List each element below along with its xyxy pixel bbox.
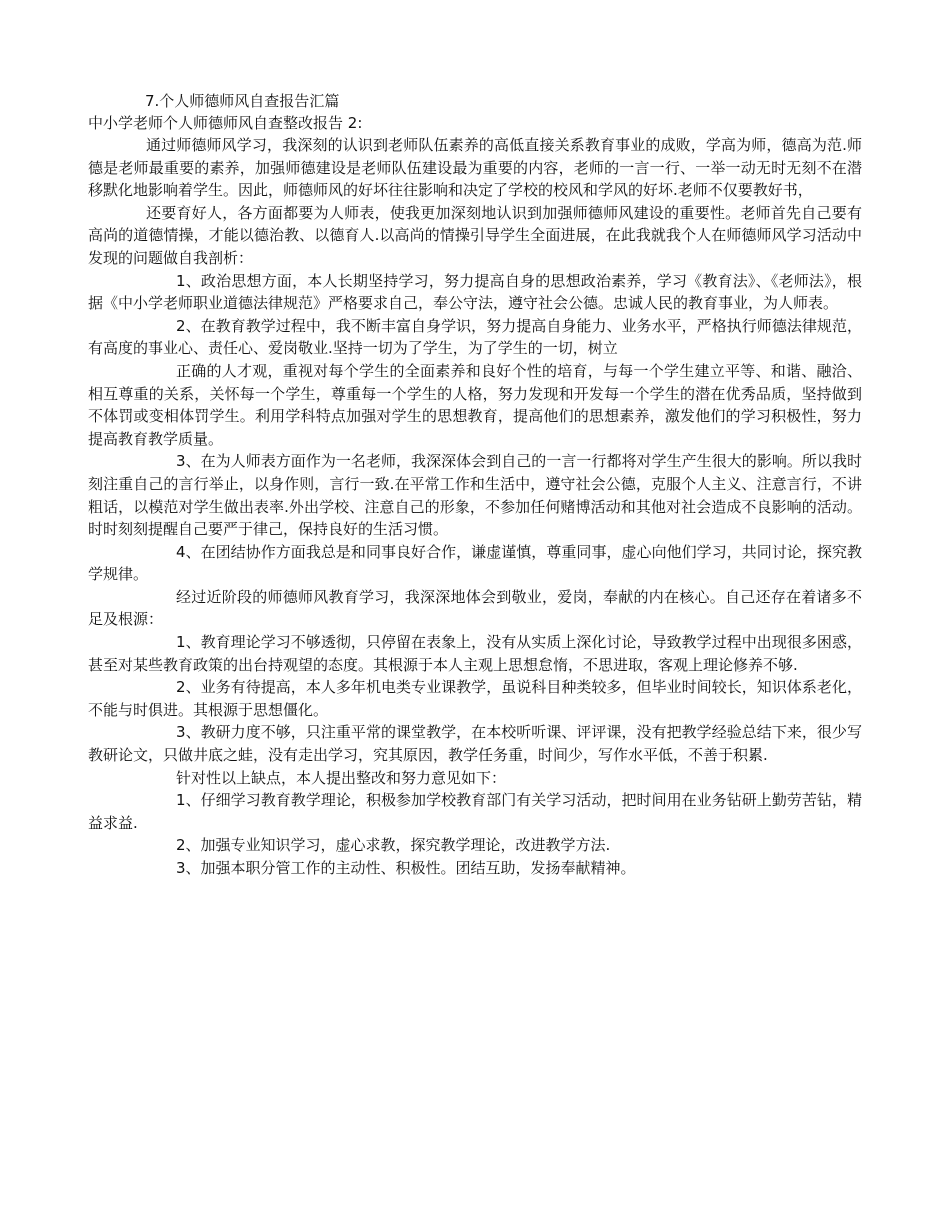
paragraph: 1、仔细学习教育教学理论，积极参加学校教育部门有关学习活动，把时间用在业务钻研上勤劳苦钻，精益求益.	[88, 791, 862, 832]
paragraph: 3、在为人师表方面作为一名老师，我深深体会到自己的一言一行都将对学生产生很大的影响。所以我时刻注重自己的言行举止，以身作则，言行一致.在平常工作和生活中，遵守社会公德，克服个人主义、注意言行，不讲粗话，以模范对学生做出表率.外出学校、注意自己的形象，不参加任何赌博活动和其他对社会造成不良影响的活动。时时刻刻提醒自己要严于律己，保持良好的生活习惯。	[88, 452, 862, 539]
document-subheading: 中小学老师个人师德师风自查整改报告 2:	[88, 114, 363, 132]
paragraph: 通过师德师风学习，我深刻的认识到老师队伍素养的高低直接关系教育事业的成败，学高为师，德高为范.师德是老师最重要的素养，加强师德建设是老师队伍建设最为重要的内容，老师的一言一行、一举一动无时无刻不在潜移默化地影响着学生。因此，师德师风的好坏往往影响和决定了学校的校风和学风的好坏.老师不仅要教好书，	[88, 136, 862, 200]
paragraph: 还要育好人，各方面都要为人师表，使我更加深刻地认识到加强师德师风建设的重要性。老师首先自己要有高尚的道德情操，才能以德治教、以德育人.以高尚的情操引导学生全面进展，在此我就我个人在师德师风学习活动中发现的问题做自我剖析：	[88, 203, 862, 267]
paragraph: 3、教研力度不够，只注重平常的课堂教学，在本校听听课、评评课，没有把教学经验总结下来，很少写教研论文，只做井底之蛙，没有走出学习，究其原因，教学任务重，时间少，写作水平低，不善于积累.	[88, 723, 862, 765]
paragraph: 1、教育理论学习不够透彻，只停留在表象上，没有从实质上深化讨论，导致教学过程中出现很多困惑，甚至对某些教育政策的出台持观望的态度。其根源于本人主观上思想怠惰，不思进取，客观上理论修养不够.	[88, 633, 862, 674]
document-body	[88, 134, 862, 880]
paragraph: 4、在团结协作方面我总是和同事良好合作，谦虚谨慎，尊重同事，虚心向他们学习，共同讨论，探究教学规律。	[88, 542, 862, 584]
paragraph: 2、加强专业知识学习，虚心求教，探究教学理论，改进教学方法.	[176, 836, 611, 855]
paragraph: 3、加强本职分管工作的主动性、积极性。团结互助，发扬奉献精神。	[176, 859, 636, 877]
document-heading: 7.个人师德师风自查报告汇篇	[145, 92, 340, 110]
paragraph: 2、业务有待提高，本人多年机电类专业课教学，虽说科目种类较多，但毕业时间较长，知识体系老化，不能与时俱进。其根源于思想僵化。	[88, 678, 862, 719]
paragraph: 1、政治思想方面，本人长期坚持学习，努力提高自身的思想政治素养，学习《教育法》、《老师法》，根据《中小学老师职业道德法律规范》严格要求自己，奉公守法，遵守社会公德。忠诚人民的教育事业，为人师表。	[88, 271, 862, 313]
paragraph: 经过近阶段的师德师风教育学习，我深深地体会到敬业，爱岗，奉献的内在核心。自己还存在着诸多不足及根源：	[88, 587, 862, 629]
paragraph: 针对性以上缺点，本人提出整改和努力意见如下：	[176, 768, 507, 787]
paragraph: 正确的人才观，重视对每个学生的全面素养和良好个性的培育，与每一个学生建立平等、和谐、融洽、相互尊重的关系，关怀每一个学生，尊重每一个学生的人格，努力发现和开发每一个学生的潜在优秀品质，坚持做到不体罚或变相体罚学生。利用学科特点加强对学生的思想教育，提高他们的思想素养，激发他们的学习积极性，努力提高教育教学质量。	[88, 361, 862, 448]
paragraph: 2、在教育教学过程中，我不断丰富自身学识，努力提高自身能力、业务水平，严格执行师德法律规范，有高度的事业心、责任心、爱岗敬业.坚持一切为了学生，为了学生的一切，树立	[88, 316, 862, 358]
